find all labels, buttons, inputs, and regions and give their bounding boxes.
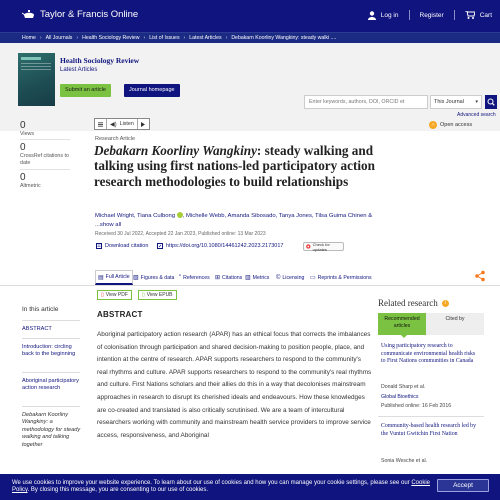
cookie-policy-link[interactable]: Cookie Policy [12,480,431,493]
menu-icon[interactable] [95,119,107,129]
toc-item-apar[interactable]: Aboriginal participatory action research [22,378,79,392]
authors-first[interactable]: Michael Wright, Tiana Culbong [95,213,176,219]
search-input[interactable]: Enter keywords, authors, DOI, ORCID et [304,95,428,109]
tab-label: Metrics [252,274,270,281]
cookie-message [12,480,432,494]
breadcrumb-all-journals[interactable]: All Journals [45,35,73,41]
listen-button[interactable] [107,119,138,129]
related-item-published: Published online: 16 Feb 2016 [381,403,452,409]
breadcrumb-issues[interactable]: List of Issues [149,35,180,41]
tab-references[interactable] [179,270,210,285]
advanced-search-link[interactable]: Advanced search [457,112,496,118]
open-access-badge [429,121,472,129]
article-tools [94,118,150,130]
search-scope-select[interactable] [430,95,482,109]
metric-altmetric [20,172,41,190]
doi-link[interactable] [157,243,283,249]
breadcrumb-latest[interactable]: Latest Articles [189,35,222,41]
abstract-heading: ABSTRACT [97,310,143,319]
register-link[interactable] [420,12,444,19]
divider [409,10,410,20]
breadcrumb-journal[interactable]: Health Sociology Review [82,35,140,41]
tab-full-article[interactable] [95,270,133,285]
abstract-text: Aboriginal participatory action research (APAR) has an ethical focus that corrects the imbalances of colonisation through participation and shared decision-making to position people, place, and intention at the centre of research. APAR supports researchers to respond to the community's real rhythms and culture. APAR supports researchers to respond to the community's real rhythms and culture. First Nations scholars and their allies do this in a way that decolonises mainstream approaches in research to disrupt its cherished ideals and endeavours. How these knowledges are co-created and translated is also critically scrutinised. We are a team of intercultural researchers working with community and mainstream health service providers to improve service access, responsiveness, and Aboriginal [97,331,372,439]
download-citation-label: Download citation [105,243,149,249]
related-item-author: Sonia Wesche et al. [381,458,428,464]
tab-label: Full Article [105,274,130,280]
article-type: Research Article [95,136,136,142]
author-list [95,212,415,230]
share-icon[interactable] [474,270,486,282]
listen-label: Listen [119,121,134,127]
tab-notch [400,334,408,338]
related-research-heading [378,298,449,308]
tab-recommended[interactable]: Recommended articles [378,313,426,335]
tab-cited-by[interactable]: Cited by [445,316,465,322]
account-actions [368,10,492,20]
doi-label: https://doi.org/10.1080/14461242.2023.2173017 [166,243,284,249]
license-icon: © [276,274,281,281]
image-icon: ▧ [133,275,139,281]
download-citation-link[interactable] [96,243,148,249]
metric-altmetric-label: Altmetric [20,183,41,189]
info-icon[interactable]: i [442,300,449,307]
teapot-logo-icon [22,8,36,20]
login-link[interactable] [368,11,399,20]
show-all-authors-link[interactable]: ...show all [95,222,122,228]
related-tabs [378,313,484,335]
metric-crossref [20,142,70,167]
journal-subtitle[interactable]: Latest Articles [60,67,98,73]
toc-heading: In this article [22,306,59,313]
play-icon[interactable] [138,119,149,129]
metric-views [20,120,34,138]
register-label: Register [419,11,444,19]
tab-figures[interactable] [133,270,174,285]
article-dates: Received 30 Jul 2022, Accepted 22 Jan 2023, Published online: 13 Mar 2023 [95,231,266,237]
pdf-icon: ▯ [101,292,104,298]
tab-citations[interactable] [215,270,242,285]
check-for-updates-label: Check for updates [312,241,330,252]
cart-link[interactable] [465,11,492,19]
tab-label: References [183,274,210,281]
related-item-journal[interactable]: Global Bioethics [381,394,419,400]
cart-icon [465,11,475,19]
site-header [0,0,500,32]
print-icon: ▭ [310,275,316,281]
journal-header [0,43,500,131]
accept-cookies-button[interactable]: Accept [437,479,489,492]
brand-name: Taylor & Francis Online [40,8,139,20]
metric-crossref-value: 0 [20,142,26,153]
cookie-text: We use cookies to improve your website experience. To learn about our use of cookies and how you can manage your cookie settings, please see our [12,480,412,486]
tab-label: Citations [222,274,243,281]
submit-article-button[interactable]: Submit an article [60,84,111,97]
authors-rest[interactable]: , Michelle Webb, Amanda Sibosado, Tanya Jones, Tilsa Guima Chinen & [182,213,373,219]
toc-item-abstract[interactable]: ABSTRACT [22,326,52,332]
divider [454,10,455,20]
tab-label: Reprints & Permissions [317,274,372,281]
search-button[interactable] [485,95,497,109]
journal-title[interactable]: Health Sociology Review [60,56,140,65]
cart-label: Cart [479,11,492,19]
journal-homepage-button[interactable]: Journal homepage [124,84,180,97]
user-icon [368,11,376,20]
tab-metrics[interactable] [245,270,269,285]
metric-crossref-label: CrossRef citations to date [20,153,69,166]
login-label: Log in [380,11,399,19]
breadcrumb: Home › All Journals › Health Sociology Review › List of Issues › Latest Articles › Debakarn Koorliny Wangkiny: steady walki .... [0,32,500,43]
citation-icon [96,243,102,249]
metric-altmetric-value: 0 [20,172,26,183]
related-item-title[interactable]: Using participatory research to communicate environmental health risks to First Nations communities in Canada [381,343,476,365]
crossmark-icon [306,244,311,249]
toc-item-methodology[interactable]: Debakarn Koorliny Wangkiny: a methodology for steady walking and talking together [22,412,81,448]
search-icon [485,95,497,109]
open-access-label: Open access [440,122,473,128]
tab-reprints[interactable] [310,270,372,285]
view-pdf-button[interactable] [97,290,132,300]
tab-label: Figures & data [140,274,175,281]
tab-label: Licensing [282,274,305,281]
bar-chart-icon: ▥ [245,275,251,281]
site-logo[interactable] [22,8,138,20]
article-title-rest: : steady walking and talking using first nations-led participatory action research methodologies to build relationships [94,143,375,189]
tab-licensing[interactable] [276,270,304,285]
speaker-icon: ◀) [110,121,117,128]
open-lock-icon: ∩ [429,121,437,129]
chevron-down-icon: ▾ [475,99,478,105]
metric-views-label: Views [20,131,35,137]
cookie-text: . By closing this message, you are consenting to our use of cookies. [27,487,208,493]
citations-icon: ⊞ [215,275,221,281]
search-scope-value: This Journal [434,99,464,105]
link-icon [157,243,163,249]
view-epub-label: View EPUB [146,292,173,298]
cookie-banner [0,474,500,500]
quote-icon: " [179,274,182,281]
related-research-label: Related research [378,298,438,308]
article-title-italic: Debakarn Koorliny Wangkiny [94,143,257,158]
document-icon: ▤ [98,274,104,281]
check-for-updates-badge[interactable] [303,242,344,251]
related-item-title[interactable]: Community-based health research led by the Vuntut Gwitchin First Nation [381,423,476,437]
epub-icon: ▯ [142,292,145,298]
breadcrumb-home[interactable]: Home [22,35,36,41]
journal-cover[interactable] [18,53,55,106]
toc-item-introduction[interactable]: Introduction: circling back to the beginning [22,344,76,358]
related-item-author: Donald Sharp et al. [381,384,426,390]
view-pdf-label: View PDF [105,292,128,298]
article-title [94,143,404,189]
article-tabs [0,268,500,286]
view-epub-button[interactable] [138,290,177,300]
metric-views-value: 0 [20,120,26,131]
breadcrumb-current: Debakarn Koorliny Wangkiny: steady walki .... [231,35,337,41]
